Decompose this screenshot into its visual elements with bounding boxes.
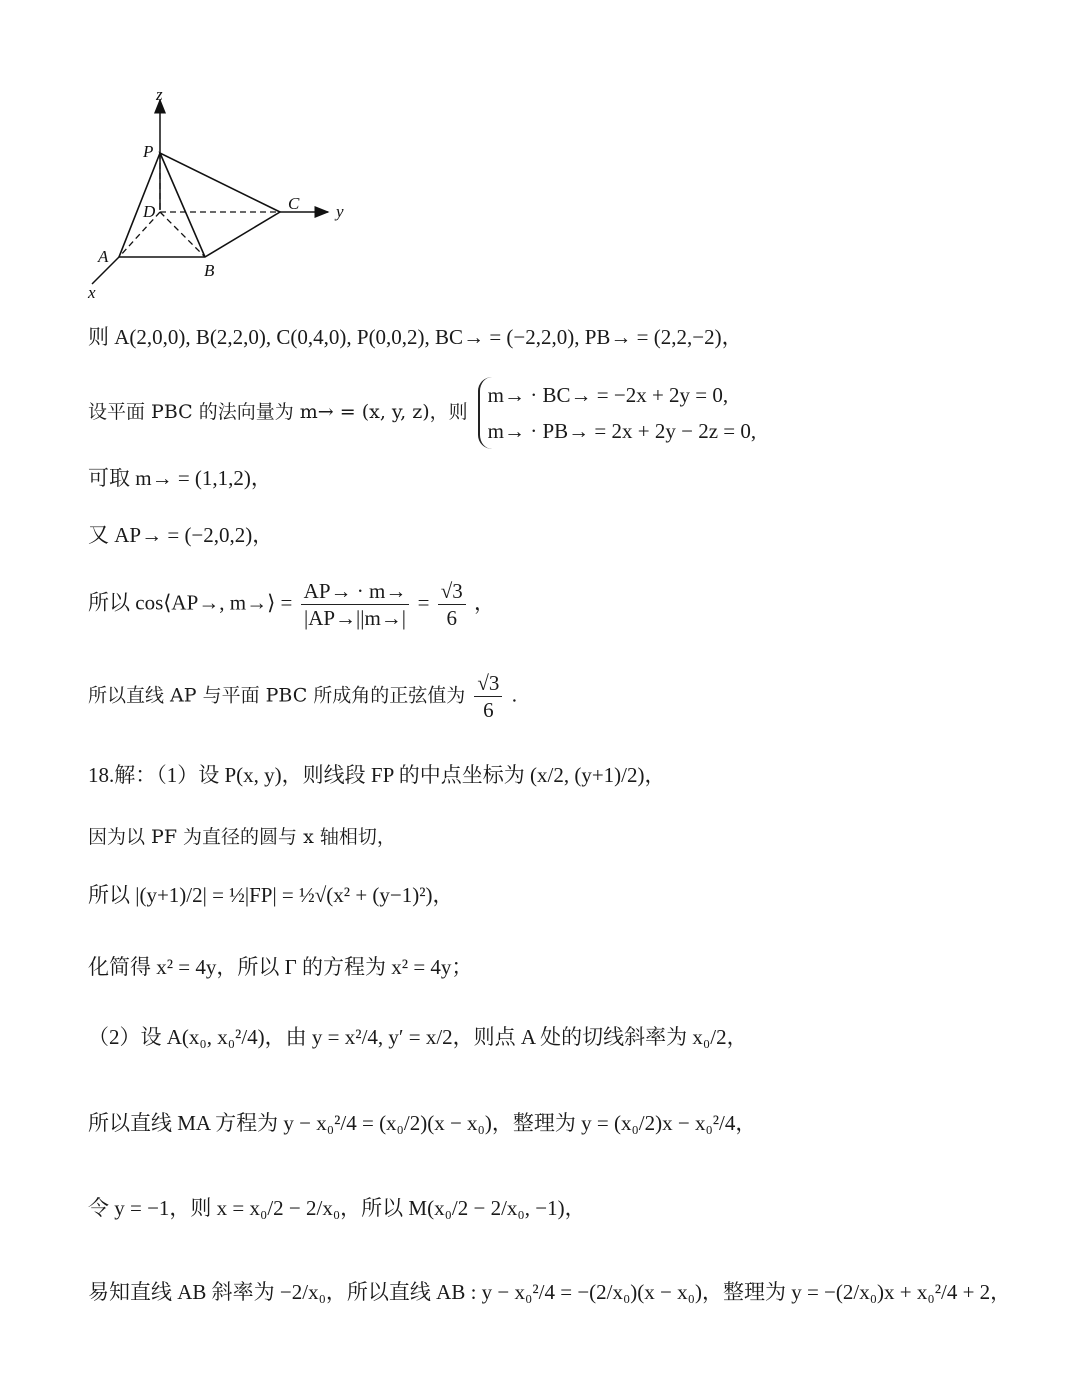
equation-1: m→ · BC→ = −2x + 2y = 0, <box>487 383 729 407</box>
label-y: y <box>336 202 344 221</box>
sine-answer-value <box>474 670 502 723</box>
label-P: P <box>143 142 154 161</box>
cosine-denominator: |AP→||m→| <box>304 606 406 630</box>
label-A: A <box>98 247 109 266</box>
distance-equation-line: 所以 |(y+1)/2| = ½|FP| = ½√(x² + (y−1)²)， <box>88 883 454 907</box>
normal-vector-line <box>88 377 1040 449</box>
edge-DB <box>160 212 205 257</box>
cosine-value-numerator: √3 <box>438 578 466 605</box>
point-m-line: 令 y = −1，则 x = x₀/2 − 2/x₀，所以 M(x₀/2 − 2/x₀, −1)， <box>88 1196 586 1220</box>
line-ab-equation: 易知直线 AB 斜率为 −2/x₀，所以直线 AB : y − x₀²/4 = −(2/x₀)(x − x₀)，整理为 y = −(2/x₀)x + x₀²/4 + 2， <box>88 1280 1012 1304</box>
label-z: z <box>156 85 163 104</box>
normal-vector-text: 设平面 PBC 的法向量为 m→ = (x, y, z)，则 <box>88 401 468 423</box>
sine-answer-line <box>88 670 1040 723</box>
cosine-fraction <box>301 578 410 631</box>
line-ma-equation: 所以直线 MA 方程为 y − x₀²/4 = (x₀/2)(x − x₀)，整理为 y = (x₀/2)x − x₀²/4， <box>88 1111 757 1135</box>
sine-answer-numerator: √3 <box>474 670 502 697</box>
cosine-value <box>438 578 466 631</box>
equals-sign: = <box>417 590 435 615</box>
equation-2: m→ · PB→ = 2x + 2y − 2z = 0, <box>487 419 757 443</box>
cosine-lhs: 所以 cos⟨AP→, m→⟩ = <box>88 590 298 615</box>
cosine-value-denominator: 6 <box>446 606 457 630</box>
gamma-equation-line: 化简得 x² = 4y，所以 Γ 的方程为 x² = 4y； <box>88 955 473 979</box>
cosine-comma: ， <box>473 590 495 615</box>
sine-answer-denominator: 6 <box>483 698 494 722</box>
problem-18-part1-line: 18.解：（1）设 P(x, y)，则线段 FP 的中点坐标为 (x/2, (y+1)/2)， <box>88 763 666 787</box>
part2-setup-line: （2）设 A(x₀, x₀²/4)，由 y = x²/4, y′ = x/2，则点 A 处的切线斜率为 x₀/2， <box>88 1025 748 1049</box>
tangent-condition-line: 因为以 PF 为直径的圆与 x 轴相切， <box>88 826 396 848</box>
equation-system <box>478 377 756 449</box>
sine-answer-text: 所以直线 AP 与平面 PBC 所成角的正弦值为 <box>88 684 472 707</box>
label-B: B <box>204 261 215 280</box>
coordinates-line: 则 A(2,0,0), B(2,2,0), C(0,4,0), P(0,0,2), BC→ = (−2,2,0), PB→ = (2,2,−2)， <box>88 325 743 349</box>
label-C: C <box>288 194 300 213</box>
take-m-line: 可取 m→ = (1,1,2)， <box>88 466 272 490</box>
label-D: D <box>143 202 156 221</box>
cosine-numerator: AP→ · m→ <box>301 578 410 605</box>
cosine-line <box>88 578 1040 631</box>
ap-vector-line: 又 AP→ = (−2,0,2)， <box>88 523 274 547</box>
label-x: x <box>88 283 96 302</box>
pyramid-figure <box>70 80 370 310</box>
sine-answer-period: . <box>511 684 518 707</box>
